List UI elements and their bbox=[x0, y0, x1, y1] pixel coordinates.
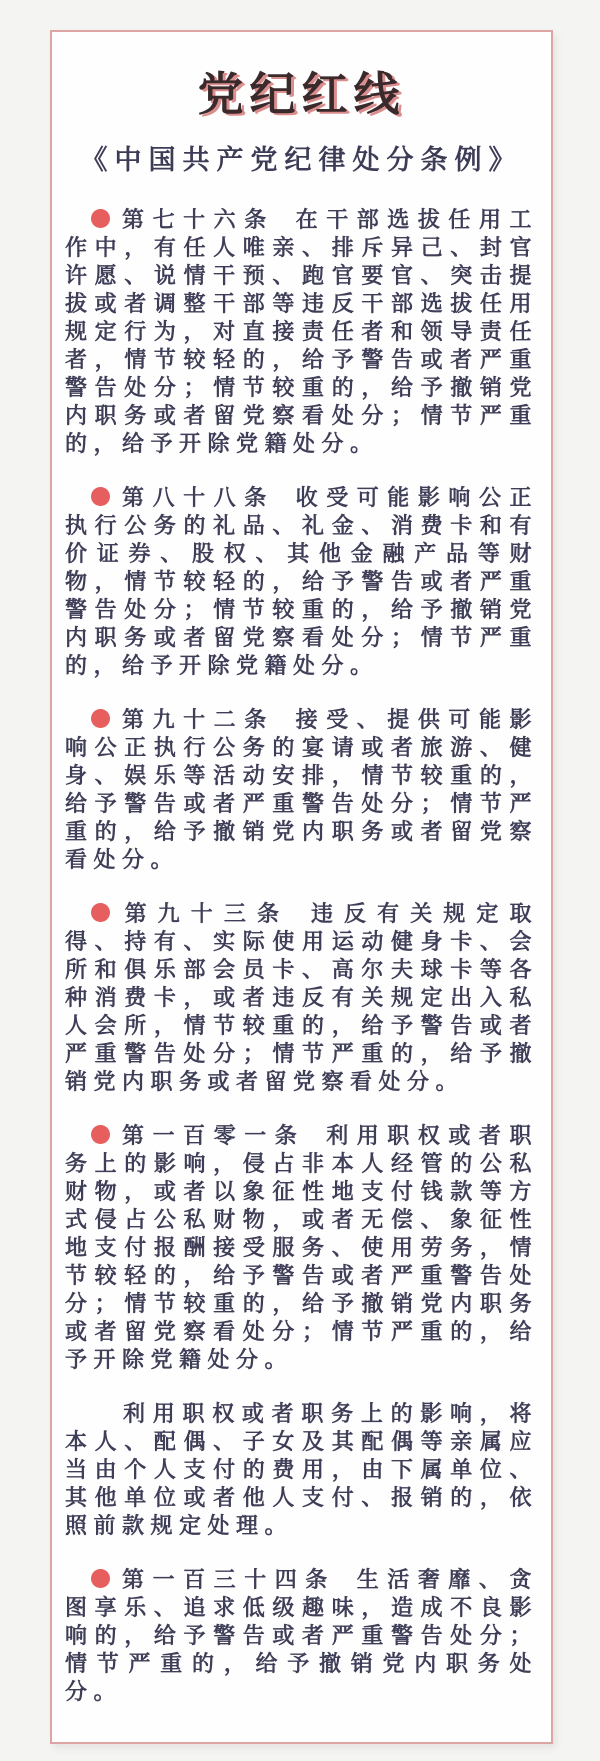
article-number: 第九十二条 bbox=[120, 707, 275, 732]
article-number: 第一百零一条 bbox=[120, 1123, 306, 1148]
article-list bbox=[65, 206, 538, 1706]
article-paragraph-continuation bbox=[65, 1400, 538, 1540]
bullet-dot-icon bbox=[91, 1125, 110, 1144]
article-paragraph bbox=[65, 1122, 538, 1374]
discipline-notice-card bbox=[50, 30, 553, 1744]
article-number: 第一百三十四条 bbox=[120, 1567, 336, 1592]
regulation-title: 《中国共产党纪律处分条例》 bbox=[80, 145, 523, 175]
article-number: 第七十六条 bbox=[120, 207, 275, 232]
article-paragraph bbox=[65, 484, 538, 680]
bullet-dot-icon bbox=[91, 487, 110, 506]
article-text: 利用职权或者职务上的影响，将本人、配偶、子女及其配偶等亲属应当由个人支付的费用，由下属单位、其他单位或者他人支付、报销的，依照前款规定处理。 bbox=[65, 1401, 538, 1538]
article-text: 生活奢靡、贪图享乐、追求低级趣味，造成不良影响的，给予警告或者严重警告处分；情节严重的，给予撤销党内职务处分。 bbox=[65, 1567, 538, 1704]
page-title: 党纪红线 bbox=[197, 68, 406, 120]
article-number: 第九十三条 bbox=[120, 901, 291, 926]
article-paragraph bbox=[65, 900, 538, 1096]
article-paragraph bbox=[65, 206, 538, 458]
bullet-dot-icon bbox=[91, 209, 110, 228]
article-paragraph bbox=[65, 1566, 538, 1706]
article-text: 接受、提供可能影响公正执行公务的宴请或者旅游、健身、娱乐等活动安排，情节较重的，给予警告或者严重警告处分；情节严重的，给予撤销党内职务或者留党察看处分。 bbox=[65, 707, 538, 872]
article-text: 利用职权或者职务上的影响，侵占非本人经管的公私财物，或者以象征性地支付钱款等方式侵占公私财物，或者无偿、象征性地支付报酬接受服务、使用劳务，情节较轻的，给予警告或者严重警告处分；情节较重的，给予撤销党内职务或者留党察看处分；情节严重的，给予开除党籍处分。 bbox=[65, 1123, 538, 1372]
article-text: 收受可能影响公正执行公务的礼品、礼金、消费卡和有价证券、股权、其他金融产品等财物，情节较轻的，给予警告或者严重警告处分；情节较重的，给予撤销党内职务或者留党察看处分；情节严重的，给予开除党籍处分。 bbox=[65, 485, 538, 678]
article-paragraph bbox=[65, 706, 538, 874]
article-text: 违反有关规定取得、持有、实际使用运动健身卡、会所和俱乐部会员卡、高尔夫球卡等各种消费卡，或者违反有关规定出入私人会所，情节较重的，给予警告或者严重警告处分；情节严重的，给予撤销党内职务或者留党察看处分。 bbox=[65, 901, 538, 1094]
bullet-dot-icon bbox=[91, 709, 110, 728]
bullet-dot-icon bbox=[91, 1569, 110, 1588]
bullet-dot-icon bbox=[91, 903, 110, 922]
article-text: 在干部选拔任用工作中，有任人唯亲、排斥异己、封官许愿、说情干预、跑官要官、突击提拔或者调整干部等违反干部选拔任用规定行为，对直接责任者和领导责任者，情节较轻的，给予警告或者严重警告处分；情节较重的，给予撤销党内职务或者留党察看处分；情节严重的，给予开除党籍处分。 bbox=[65, 207, 538, 456]
article-number: 第八十八条 bbox=[120, 485, 275, 510]
